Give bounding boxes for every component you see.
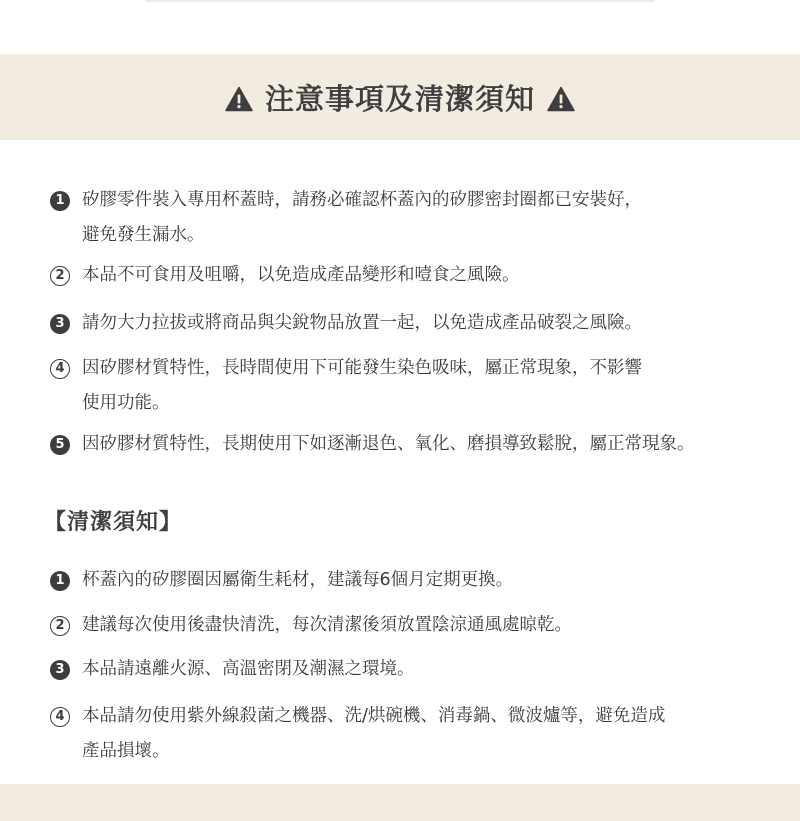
- number-badge: 2: [50, 266, 70, 286]
- page-title: 注意事項及清潔須知: [264, 81, 535, 116]
- warning-icon: [547, 86, 575, 112]
- number-badge: 4: [50, 359, 70, 379]
- number-badge: 3: [50, 314, 70, 334]
- number-badge: 1: [50, 571, 70, 591]
- number-badge: 5: [50, 435, 70, 455]
- cleaning-section-title: 【清潔須知】: [44, 510, 183, 535]
- notice-text: 矽膠零件裝入專用杯蓋時，請務必確認杯蓋內的矽膠密封圈都已安裝好， 避免發生漏水。: [82, 190, 642, 245]
- cleaning-text: 建議每次使用後盡快清洗，每次清潔後須放置陰涼通風處晾乾。: [82, 615, 572, 635]
- notice-text: 請勿大力拉拔或將商品與尖銳物品放置一起，以免造成產品破裂之風險。: [82, 313, 642, 333]
- number-badge: 3: [50, 660, 70, 680]
- notice-text: 因矽膠材質特性，長期使用下如逐漸退色、氧化、磨損導致鬆脫，屬正常現象。: [82, 434, 695, 454]
- notice-text: 本品不可食用及咀嚼，以免造成產品變形和噎食之風險。: [82, 265, 520, 285]
- title-banner: [0, 54, 800, 140]
- title-group: [225, 81, 575, 116]
- bottom-banner: [0, 784, 800, 821]
- notice-text: 因矽膠材質特性，長時間使用下可能發生染色吸味，屬正常現象，不影響 使用功能。: [82, 358, 642, 413]
- cleaning-text: 本品請勿使用紫外線殺菌之機器、洗/烘碗機、消毒鍋、微波爐等，避免造成 產品損壞。: [82, 706, 666, 761]
- number-badge: 4: [50, 707, 70, 727]
- cleaning-text: 本品請遠離火源、高溫密閉及潮濕之環境。: [82, 659, 415, 679]
- number-badge: 1: [50, 191, 70, 211]
- top-divider: [145, 0, 655, 2]
- warning-icon: [225, 86, 253, 112]
- cleaning-text: 杯蓋內的矽膠圈因屬衛生耗材，建議每6個月定期更換。: [82, 570, 514, 590]
- number-badge: 2: [50, 616, 70, 636]
